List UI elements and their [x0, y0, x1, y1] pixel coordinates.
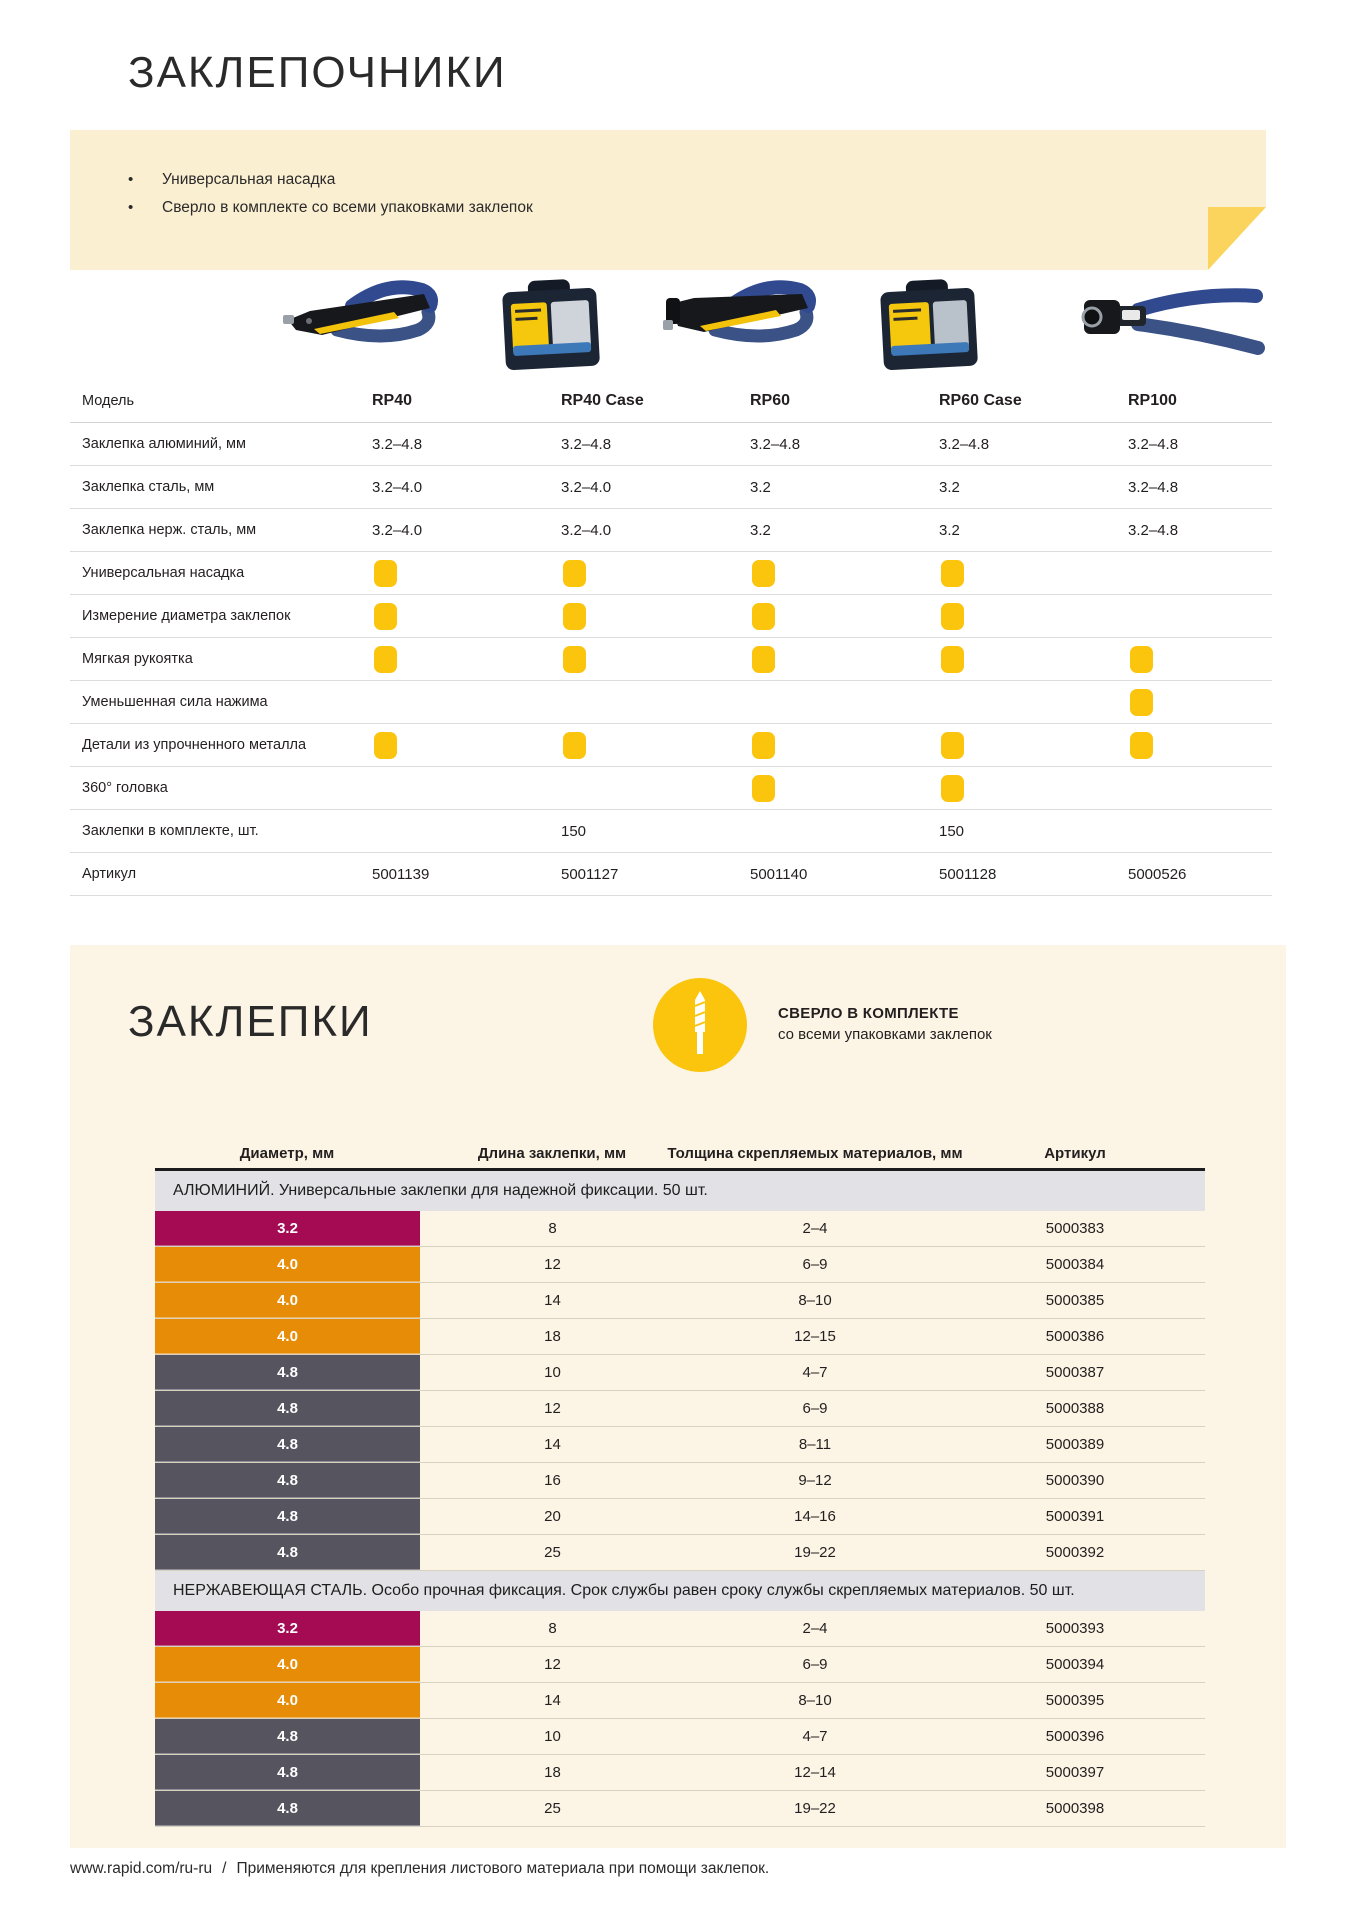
feature-cell — [561, 767, 750, 809]
feature-bullet: • Сверло в комплекте со всеми упаковками заклепок — [128, 194, 533, 222]
rivet-row — [155, 1247, 1205, 1283]
thickness-cell: 4–7 — [802, 1364, 828, 1381]
rivet-row — [155, 1499, 1205, 1535]
sku-cell: 5000389 — [1045, 1436, 1105, 1453]
feature-cell — [372, 724, 561, 766]
feature-cell — [1128, 638, 1317, 680]
rivet-row — [155, 1791, 1205, 1827]
feature-check-icon — [374, 732, 397, 759]
feature-cell — [939, 595, 1128, 637]
row-label: Заклепка нерж. сталь, мм — [82, 522, 257, 538]
feature-check-icon — [374, 560, 397, 587]
sku-value: 5000526 — [1128, 865, 1187, 883]
diameter-cell: 4.0 — [155, 1319, 420, 1354]
drill-bit-icon — [687, 990, 713, 1061]
value-cell: 3.2 — [939, 478, 960, 496]
feature-cell — [1128, 767, 1317, 809]
riveters-spec-table — [70, 380, 1272, 896]
table-row — [70, 810, 1272, 853]
diameter-cell: 4.8 — [155, 1463, 420, 1498]
model-name: RP40 — [372, 392, 413, 409]
length-cell: 14 — [544, 1436, 561, 1453]
row-label: Заклепки в комплекте, шт. — [82, 823, 259, 839]
rivets-table — [155, 1140, 1205, 1827]
rivet-row — [155, 1283, 1205, 1319]
value-cell: 3.2–4.8 — [750, 435, 801, 453]
length-cell: 18 — [544, 1764, 561, 1781]
diameter-cell: 4.8 — [155, 1719, 420, 1754]
thickness-cell: 2–4 — [802, 1620, 828, 1637]
value-cell: 3.2–4.8 — [561, 435, 612, 453]
length-cell: 12 — [544, 1656, 561, 1673]
feature-cell — [1128, 681, 1317, 723]
sku-value: 5001128 — [939, 865, 997, 883]
feature-cell — [1128, 724, 1317, 766]
sku-cell: 5000398 — [1045, 1800, 1105, 1817]
diameter-cell: 4.8 — [155, 1499, 420, 1534]
rivet-row — [155, 1611, 1205, 1647]
length-cell: 10 — [544, 1364, 561, 1381]
diameter-cell: 4.0 — [155, 1647, 420, 1682]
sku-cell: 5000390 — [1045, 1472, 1105, 1489]
feature-cell — [561, 724, 750, 766]
diameter-cell: 4.8 — [155, 1391, 420, 1426]
sku-cell: 5000396 — [1045, 1728, 1105, 1745]
value-cell: 3.2–4.0 — [561, 521, 612, 539]
value-cell: 150 — [939, 822, 965, 840]
row-label: Уменьшенная сила нажима — [82, 694, 268, 710]
value-cell — [750, 810, 939, 852]
feature-check-icon — [374, 646, 397, 673]
sku-cell: 5000383 — [1045, 1220, 1105, 1237]
rivets-table-header — [155, 1140, 1205, 1171]
sku-cell: 5000387 — [1045, 1364, 1105, 1381]
table-row — [70, 466, 1272, 509]
product-photo-rp60 — [660, 268, 820, 378]
diameter-cell: 3.2 — [155, 1611, 420, 1646]
rivet-row — [155, 1427, 1205, 1463]
feature-cell — [750, 638, 939, 680]
thickness-cell: 6–9 — [802, 1656, 828, 1673]
sku-cell: 5000388 — [1045, 1400, 1105, 1417]
drill-included-badge — [653, 978, 747, 1072]
sku-cell: 5000393 — [1045, 1620, 1105, 1637]
feature-check-icon — [563, 732, 586, 759]
diameter-cell: 4.8 — [155, 1427, 420, 1462]
model-name: RP60 Case — [939, 392, 1022, 409]
column-header-sku: Артикул — [1044, 1145, 1106, 1162]
sku-cell: 5000384 — [1045, 1256, 1105, 1273]
product-photo-rp40-case — [496, 268, 606, 378]
value-cell: 3.2 — [939, 521, 960, 539]
table-row-sku — [70, 853, 1272, 896]
value-cell: 3.2 — [750, 521, 771, 539]
feature-check-icon — [752, 560, 775, 587]
feature-cell — [372, 552, 561, 594]
length-cell: 25 — [544, 1800, 561, 1817]
thickness-cell: 4–7 — [802, 1728, 828, 1745]
feature-check-icon — [941, 775, 964, 802]
feature-cell — [939, 681, 1128, 723]
length-cell: 10 — [544, 1728, 561, 1745]
footer-note: Применяются для крепления листового материала при помощи заклепок. — [236, 1860, 770, 1877]
aluminum-rows — [155, 1211, 1205, 1571]
diameter-cell: 3.2 — [155, 1211, 420, 1246]
sku-cell: 5000385 — [1045, 1292, 1105, 1309]
feature-cell — [561, 681, 750, 723]
model-name: RP60 — [750, 392, 791, 409]
rivet-row — [155, 1355, 1205, 1391]
length-cell: 14 — [544, 1692, 561, 1709]
thickness-cell: 8–10 — [798, 1692, 832, 1709]
row-label: Универсальная насадка — [82, 565, 245, 581]
thickness-cell: 8–11 — [798, 1436, 832, 1453]
sku-cell: 5000392 — [1045, 1544, 1105, 1561]
diameter-cell: 4.8 — [155, 1755, 420, 1790]
sku-value: 5001127 — [561, 865, 619, 883]
feature-cell — [372, 595, 561, 637]
row-label: Модель — [82, 393, 135, 409]
value-cell: 3.2–4.0 — [372, 521, 423, 539]
sku-cell: 5000397 — [1045, 1764, 1105, 1781]
stainless-rows — [155, 1611, 1205, 1827]
feature-cell — [372, 767, 561, 809]
thickness-cell: 19–22 — [794, 1544, 836, 1561]
row-label: Детали из упрочненного металла — [82, 737, 307, 753]
length-cell: 8 — [548, 1220, 557, 1237]
rivet-row — [155, 1535, 1205, 1571]
length-cell: 12 — [544, 1400, 561, 1417]
feature-cell — [750, 595, 939, 637]
feature-cell — [1128, 595, 1317, 637]
thickness-cell: 12–15 — [794, 1328, 836, 1345]
thickness-cell: 19–22 — [794, 1800, 836, 1817]
value-cell: 3.2 — [750, 478, 771, 496]
length-cell: 12 — [544, 1256, 561, 1273]
rivets-title: ЗАКЛЕПКИ — [128, 997, 373, 1046]
sku-cell: 5000395 — [1045, 1692, 1105, 1709]
table-row — [70, 638, 1272, 681]
feature-cell — [561, 638, 750, 680]
diameter-cell: 4.8 — [155, 1791, 420, 1826]
value-cell: 150 — [561, 822, 587, 840]
row-label: Измерение диаметра заклепок — [82, 608, 291, 624]
section-header-stainless: НЕРЖАВЕЮЩАЯ СТАЛЬ. Особо прочная фиксация. Срок службы равен сроку службы скрепляемых материалов. 50 шт. — [155, 1571, 1205, 1611]
rivet-row — [155, 1647, 1205, 1683]
length-cell: 14 — [544, 1292, 561, 1309]
diameter-cell: 4.0 — [155, 1683, 420, 1718]
feature-cell — [939, 767, 1128, 809]
table-row — [70, 724, 1272, 767]
feature-check-icon — [1130, 646, 1153, 673]
rivet-row — [155, 1319, 1205, 1355]
feature-cell — [561, 595, 750, 637]
row-label: Артикул — [82, 866, 137, 882]
thickness-cell: 12–14 — [794, 1764, 836, 1781]
feature-cell — [1128, 552, 1317, 594]
diameter-cell: 4.0 — [155, 1247, 420, 1282]
feature-check-icon — [563, 603, 586, 630]
feature-check-icon — [941, 560, 964, 587]
row-label: Мягкая рукоятка — [82, 651, 193, 667]
table-row — [70, 595, 1272, 638]
thickness-cell: 6–9 — [802, 1256, 828, 1273]
feature-check-icon — [752, 603, 775, 630]
sku-cell: 5000391 — [1045, 1508, 1105, 1525]
feature-cell — [750, 681, 939, 723]
rivet-row — [155, 1719, 1205, 1755]
row-label: Заклепка сталь, мм — [82, 479, 215, 495]
footer — [70, 1860, 769, 1878]
table-row — [70, 423, 1272, 466]
product-photo-rp40 — [282, 268, 442, 378]
length-cell: 20 — [544, 1508, 561, 1525]
table-row — [70, 681, 1272, 724]
diameter-cell: 4.0 — [155, 1283, 420, 1318]
rivets-panel — [70, 945, 1286, 1848]
feature-check-icon — [1130, 732, 1153, 759]
feature-check-icon — [752, 732, 775, 759]
feature-check-icon — [563, 560, 586, 587]
page-title: ЗАКЛЕПОЧНИКИ — [128, 48, 507, 97]
drill-badge-subtitle: со всеми упаковками заклепок — [778, 1026, 992, 1043]
column-header-length: Длина заклепки, мм — [477, 1145, 627, 1162]
feature-cell — [372, 681, 561, 723]
drill-badge-title: СВЕРЛО В КОМПЛЕКТЕ — [778, 1005, 959, 1022]
drill-badge-text — [778, 1005, 992, 1043]
feature-cell — [372, 638, 561, 680]
model-name: RP100 — [1128, 392, 1177, 409]
feature-cell — [750, 767, 939, 809]
table-row — [70, 552, 1272, 595]
feature-cell — [561, 552, 750, 594]
footer-url[interactable]: www.rapid.com/ru-ru — [70, 1860, 213, 1877]
feature-cell — [939, 724, 1128, 766]
rivet-row — [155, 1755, 1205, 1791]
thickness-cell: 6–9 — [802, 1400, 828, 1417]
thickness-cell: 2–4 — [802, 1220, 828, 1237]
length-cell: 25 — [544, 1544, 561, 1561]
feature-check-icon — [941, 646, 964, 673]
column-header-thickness: Толщина скрепляемых материалов, мм — [667, 1145, 963, 1162]
row-label: 360° головка — [82, 780, 168, 796]
feature-check-icon — [941, 732, 964, 759]
table-row — [70, 509, 1272, 552]
value-cell: 3.2–4.8 — [372, 435, 423, 453]
sku-cell: 5000386 — [1045, 1328, 1105, 1345]
table-row-model — [70, 380, 1272, 423]
product-photo-rp100 — [1078, 268, 1268, 378]
feature-bullet-list — [128, 166, 533, 222]
rivet-row — [155, 1391, 1205, 1427]
sku-value: 5001140 — [750, 865, 808, 883]
feature-cell — [939, 552, 1128, 594]
value-cell: 3.2–4.8 — [1128, 435, 1179, 453]
model-name: RP40 Case — [561, 392, 644, 409]
value-cell: 3.2–4.8 — [1128, 521, 1179, 539]
thickness-cell: 14–16 — [794, 1508, 836, 1525]
length-cell: 8 — [548, 1620, 557, 1637]
feature-check-icon — [941, 603, 964, 630]
feature-cell — [750, 552, 939, 594]
value-cell — [1128, 810, 1317, 852]
diameter-cell: 4.8 — [155, 1535, 420, 1570]
feature-cell — [750, 724, 939, 766]
value-cell: 3.2–4.8 — [939, 435, 990, 453]
sku-cell: 5000394 — [1045, 1656, 1105, 1673]
feature-check-icon — [563, 646, 586, 673]
value-cell — [372, 810, 561, 852]
footer-separator: / — [222, 1860, 227, 1877]
row-label: Заклепка алюминий, мм — [82, 436, 246, 452]
table-row — [70, 767, 1272, 810]
feature-check-icon — [752, 775, 775, 802]
feature-check-icon — [1130, 689, 1153, 716]
length-cell: 16 — [544, 1472, 561, 1489]
product-photo-rp60-case — [874, 268, 984, 378]
section-header-aluminum: АЛЮМИНИЙ. Универсальные заклепки для надежной фиксации. 50 шт. — [155, 1171, 1205, 1211]
value-cell: 3.2–4.8 — [1128, 478, 1179, 496]
rivet-row — [155, 1211, 1205, 1247]
feature-check-icon — [752, 646, 775, 673]
banner-fold-corner — [1208, 207, 1266, 270]
feature-bullet: • Универсальная насадка — [128, 166, 533, 194]
rivet-row — [155, 1463, 1205, 1499]
column-header-diameter: Диаметр, мм — [239, 1145, 335, 1162]
value-cell: 3.2–4.0 — [372, 478, 423, 496]
thickness-cell: 9–12 — [798, 1472, 832, 1489]
diameter-cell: 4.8 — [155, 1355, 420, 1390]
feature-check-icon — [374, 603, 397, 630]
sku-value: 5001139 — [372, 865, 430, 883]
value-cell: 3.2–4.0 — [561, 478, 612, 496]
thickness-cell: 8–10 — [798, 1292, 832, 1309]
length-cell: 18 — [544, 1328, 561, 1345]
feature-cell — [939, 638, 1128, 680]
rivet-row — [155, 1683, 1205, 1719]
